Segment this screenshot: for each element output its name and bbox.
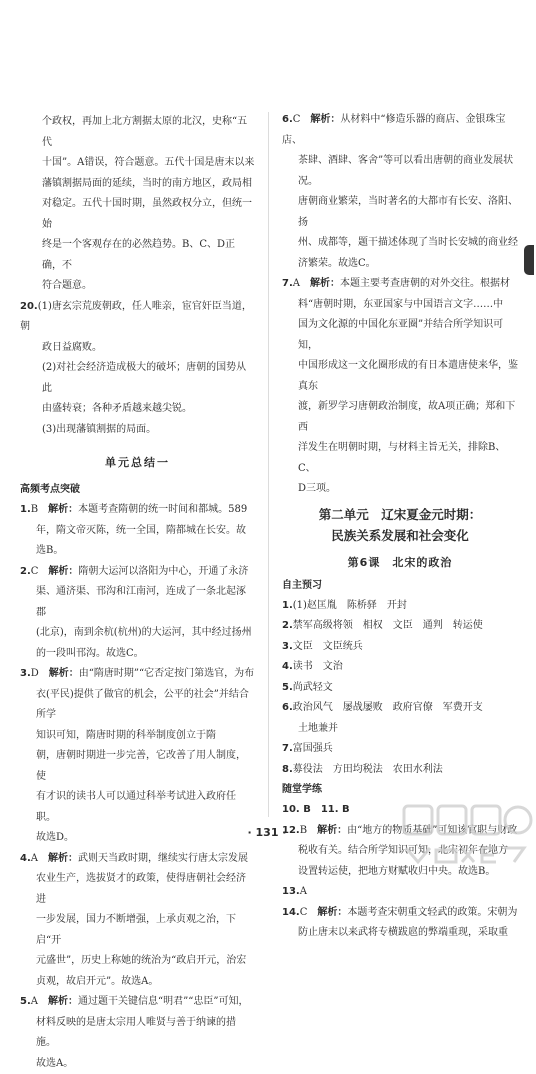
text-line: 从材料中“修造乐器的商店、金银珠宝店、 [282, 114, 506, 146]
answer-number: 1. [20, 504, 31, 515]
text-line: 故选A。 [20, 1054, 255, 1074]
unit-summary-heading: 单元总结一 [20, 454, 255, 470]
text-line: 十国”。A错误，符合题意。五代十国是唐末以来 [42, 153, 255, 174]
analysis-label: 解析： [48, 853, 78, 864]
answer-7 [282, 274, 518, 500]
answer-4 [20, 849, 255, 993]
text-line: 洋发生在明朝时期，与材料主旨无关，排除B、C、 [282, 438, 518, 479]
text-line: D三项。 [282, 479, 518, 500]
answer-number: 20. [20, 301, 38, 312]
text-line: 个政权，再加上北方割据太原的北汉，史称“五代 [42, 112, 255, 153]
text-line: 年，隋文帝灭陈，统一全国，隋都城在长安。故 [20, 521, 255, 542]
list-item: 5.尚武轻文 [282, 678, 518, 699]
answer-choice: A [31, 996, 38, 1007]
text-line: 本题考查隋朝的统一时间和都城。589 [78, 504, 247, 515]
text-line: 知识可知，隋唐时期的科举制度创立于隋 [20, 726, 255, 747]
text-line: 本题主要考查唐朝的对外交往。根据材 [340, 278, 510, 289]
text-line: 设置转运使，把地方财赋收归中央。故选B。 [282, 862, 518, 883]
unit-title-line1: 第二单元 辽宋夏金元时期： [282, 504, 518, 525]
analysis-label: 解析： [317, 907, 347, 918]
text-line: 农业生产，选拔贤才的政策，使得唐朝社会经济进 [20, 869, 255, 910]
answer-1 [20, 500, 255, 562]
answer-choice: A [31, 853, 38, 864]
text-line: 通过题干关键信息“明君”“忠臣”可知， [78, 996, 248, 1007]
unit-title-line2: 民族关系发展和社会变化 [282, 525, 518, 546]
text-line: 茶肆、酒肆、客舍”等可以看出唐朝的商业发展状况。 [282, 151, 518, 192]
analysis-label: 解析： [49, 668, 79, 679]
text-line: 渠、通济渠、邗沟和江南河，连成了一条北起涿郡 [20, 582, 255, 623]
prev-answer-continuation [20, 112, 255, 297]
analysis-label: 解析： [317, 825, 347, 836]
section-heading-preview: 自主预习 [282, 576, 518, 596]
text-line: (2)对社会经济造成极大的破坏；唐朝的国势从此 [20, 358, 255, 399]
text-line: 中国形成这一文化圈形成的有日本遣唐使来华，鉴真东 [282, 356, 518, 397]
lesson-title: 第6课 北宋的政治 [282, 554, 518, 570]
analysis-label: 解析： [48, 996, 78, 1007]
page-number: · 131 · [0, 826, 534, 839]
list-item: 3.文臣 文臣统兵 [282, 637, 518, 658]
answer-choice: C [300, 907, 308, 918]
answer-number: 3. [20, 668, 31, 679]
analysis-label: 解析： [48, 566, 78, 577]
answer-13 [282, 882, 518, 903]
watermark-logo [396, 800, 536, 870]
list-item: 7.富国强兵 [282, 739, 518, 760]
text-line: 符合题意。 [42, 276, 255, 297]
text-line: 武则天当政时期，继续实行唐太宗发展 [78, 853, 248, 864]
text-line: 由盛转衰；各种矛盾越来越尖锐。 [20, 399, 255, 420]
answer-5 [20, 992, 255, 1074]
analysis-label: 解析： [310, 278, 340, 289]
answer-number: 6. [282, 114, 293, 125]
answer-20 [20, 297, 255, 441]
text-line: 渡，新罗学习唐朝政治制度，故A项正确；郑和下西 [282, 397, 518, 438]
answer-choice: B [31, 504, 38, 515]
text-line: (3)出现藩镇割据的局面。 [20, 420, 255, 441]
text-line: 选B。 [20, 541, 255, 562]
text-line: 衣(平民)提供了做官的机会，公平的社会”并结合所学 [20, 685, 255, 726]
answer-number: 12. [282, 825, 300, 836]
list-item: 1.(1)赵匡胤 陈桥驿 开封 [282, 596, 518, 617]
text-line: 政日益腐败。 [20, 338, 255, 359]
list-item: 土地兼并 [282, 719, 518, 740]
text-line: 材料反映的是唐太宗用人唯贤与善于纳谏的措施。 [20, 1013, 255, 1054]
text-line: 隋朝大运河以洛阳为中心，开通了永济 [78, 566, 248, 577]
analysis-label: 解析： [48, 504, 78, 515]
text-line: 州、成都等，题干描述体现了当时长安城的商业经 [282, 233, 518, 254]
text-line: (1)唐玄宗荒废朝政，任人唯亲，宦官奸臣当道，朝 [20, 301, 252, 333]
text-line: 由“隋唐时期”“它否定按门第选官，为布 [79, 668, 254, 679]
text-line: 朝，唐朝时期进一步完善，它改善了用人制度，使 [20, 746, 255, 787]
answer-choice: A [300, 886, 307, 897]
text-line: (北京)，南到余杭(杭州)的大运河，其中经过扬州 [20, 623, 255, 644]
text-line: 唐朝商业繁荣，当时著名的大都市有长安、洛阳、扬 [282, 192, 518, 233]
text-line: 防止唐末以来武将专横跋扈的弊端重现，采取重 [282, 923, 518, 944]
text-line: 济繁荣。故选C。 [282, 254, 518, 275]
answer-choice: C [293, 114, 301, 125]
list-item: 4.读书 文治 [282, 657, 518, 678]
page-edge-tab [524, 245, 534, 275]
answer-2 [20, 562, 255, 665]
preview-list [282, 596, 518, 781]
answer-number: 5. [20, 996, 31, 1007]
text-line: 故选D。 [20, 828, 255, 849]
text-line: 料“唐朝时期，东亚国家与中国语言文字……中 [282, 295, 518, 316]
answer-number: 13. [282, 886, 300, 897]
text-line: 的一段叫邗沟。故选C。 [20, 644, 255, 665]
answer-14 [282, 903, 518, 944]
text-line: 终是一个客观存在的必然趋势。B、C、D正确，不 [42, 235, 255, 276]
text-line: 本题考查宋朝重文轻武的政策。宋朝为 [347, 907, 517, 918]
text-line: 有才识的读书人可以通过科举考试进入政府任职。 [20, 787, 255, 828]
list-item: 6.政治风气 屡战屡败 政府官僚 军费开支 [282, 698, 518, 719]
answer-3 [20, 664, 255, 849]
answer-number: 2. [20, 566, 31, 577]
answer-choice: B [300, 825, 307, 836]
answer-6 [282, 110, 518, 274]
text-line: 藩镇割据局面的延续，当时的南方地区，政局相 [42, 174, 255, 195]
list-item: 8.募役法 方田均税法 农田水利法 [282, 760, 518, 781]
answer-number: 4. [20, 853, 31, 864]
text-line: 税收有关。结合所学知识可知，北宋初年在地方 [282, 841, 518, 862]
text-line: 元盛世”，历史上称她的统治为“政启开元，治宏 [20, 951, 255, 972]
section-heading: 高频考点突破 [20, 480, 255, 500]
answer-choice: C [31, 566, 39, 577]
text-line: 由“地方的物质基础”可知该官职与财政 [347, 825, 517, 836]
answer-number: 14. [282, 907, 300, 918]
list-item: 2.禁军高级将领 相权 文臣 通判 转运使 [282, 616, 518, 637]
text-line: 对稳定。五代十国时期，虽然政权分立，但统一始 [42, 194, 255, 235]
answer-number: 7. [282, 278, 293, 289]
text-line: 贞观，故启开元”。故选A。 [20, 972, 255, 993]
text-line: 一步发展，国力不断增强，上承贞观之治，下启“开 [20, 910, 255, 951]
text-line: 国为文化源的中国化东亚圈”并结合所学知识可知， [282, 315, 518, 356]
answer-10-11: 10. B 11. B [282, 800, 518, 821]
column-divider [268, 112, 269, 817]
section-heading-class: 随堂学练 [282, 780, 518, 800]
analysis-label: 解析： [310, 114, 340, 125]
answer-choice: D [31, 668, 39, 679]
left-column [20, 112, 255, 1074]
answer-choice: A [293, 278, 300, 289]
